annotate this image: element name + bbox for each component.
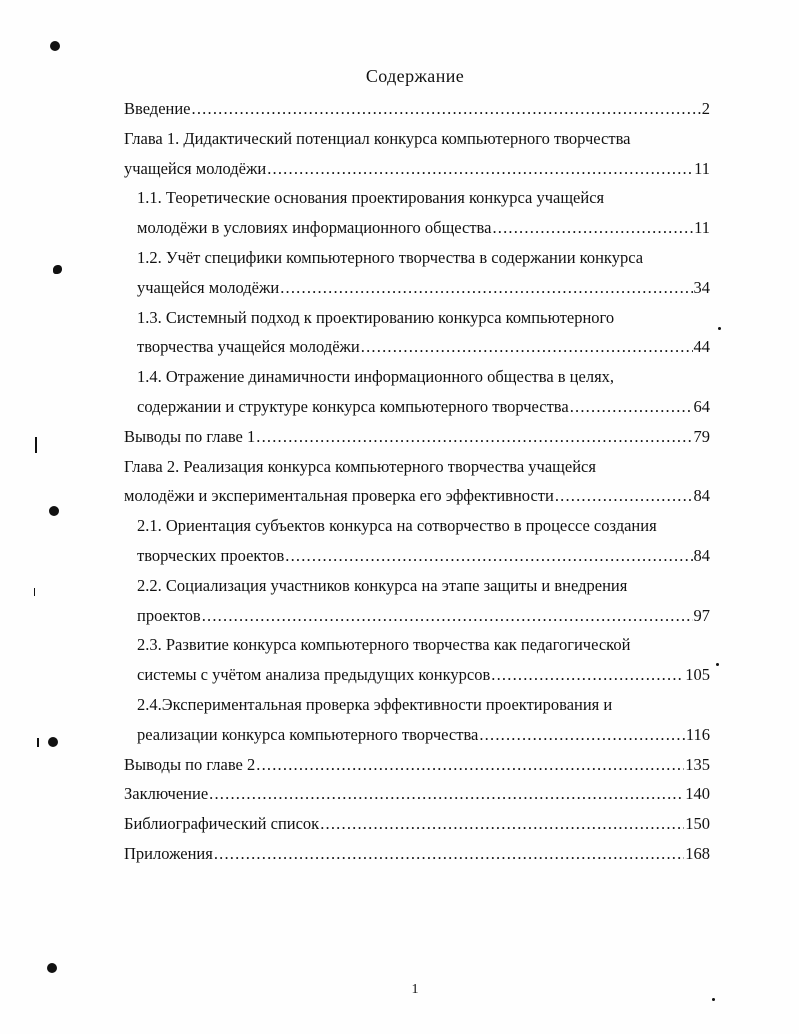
toc-page-number: 44 bbox=[693, 337, 710, 357]
toc-page-number: 116 bbox=[685, 724, 710, 744]
toc-line bbox=[124, 452, 710, 482]
toc-entry-text: 2.1. Ориентация субъектов конкурса на сотворчество в процессе создания bbox=[137, 516, 657, 536]
toc-line bbox=[124, 392, 710, 422]
toc-entry-text: молодёжи в условиях информационного общества bbox=[137, 218, 492, 238]
toc-entry-text: Заключение bbox=[124, 784, 209, 804]
toc-line bbox=[124, 660, 710, 690]
toc-entry-text: творческих проектов bbox=[137, 545, 285, 565]
toc-entry-text: Приложения bbox=[124, 843, 213, 863]
toc-entry-text: молодёжи и экспериментальная проверка его эффективности bbox=[124, 486, 554, 506]
toc-entry-text: содержании и структуре конкурса компьютерного творчества bbox=[137, 396, 569, 416]
toc-line bbox=[124, 94, 710, 124]
toc-entry-text: Выводы по главе 2 bbox=[124, 754, 256, 774]
scan-speck bbox=[716, 663, 719, 666]
toc-line bbox=[124, 303, 710, 333]
toc-line bbox=[124, 183, 710, 213]
toc-entry-text: системы с учётом анализа предыдущих конкурсов bbox=[137, 665, 491, 685]
dot-leader bbox=[361, 332, 693, 362]
scan-speck bbox=[50, 41, 60, 51]
toc-page-number: 11 bbox=[694, 158, 710, 178]
scan-speck bbox=[718, 327, 721, 330]
table-of-contents bbox=[124, 94, 710, 869]
toc-line bbox=[124, 571, 710, 601]
toc-page-number: 84 bbox=[693, 545, 710, 565]
toc-line bbox=[124, 839, 710, 869]
dot-leader bbox=[267, 154, 693, 184]
dot-leader bbox=[256, 750, 684, 780]
dot-leader bbox=[285, 541, 692, 571]
toc-line bbox=[124, 601, 710, 631]
toc-entry-text: проектов bbox=[137, 605, 201, 625]
toc-entry-text: творчества учащейся молодёжи bbox=[137, 337, 360, 357]
toc-line bbox=[124, 541, 710, 571]
dot-leader bbox=[491, 660, 684, 690]
toc-line bbox=[124, 422, 710, 452]
toc-line bbox=[124, 332, 710, 362]
toc-line bbox=[124, 690, 710, 720]
toc-line bbox=[124, 720, 710, 750]
toc-page-number: 79 bbox=[693, 426, 710, 446]
dot-leader bbox=[209, 779, 684, 809]
toc-line bbox=[124, 630, 710, 660]
toc-page-number: 34 bbox=[693, 277, 710, 297]
toc-entry-text: Глава 1. Дидактический потенциал конкурса компьютерного творчества bbox=[124, 128, 631, 148]
toc-entry-text: учащейся молодёжи bbox=[124, 158, 267, 178]
scan-speck bbox=[34, 588, 35, 596]
toc-page-number: 150 bbox=[685, 814, 710, 834]
toc-entry-text: 2.4.Экспериментальная проверка эффективности проектирования и bbox=[137, 694, 613, 714]
toc-line bbox=[124, 481, 710, 511]
page-number: 1 bbox=[411, 982, 419, 997]
toc-entry-text: Библиографический список bbox=[124, 814, 320, 834]
toc-page-number: 140 bbox=[685, 784, 710, 804]
toc-page-number: 11 bbox=[694, 218, 710, 238]
scan-speck bbox=[53, 265, 62, 274]
toc-page-number: 135 bbox=[685, 754, 710, 774]
toc-line bbox=[124, 154, 710, 184]
toc-entry-text: 2.2. Социализация участников конкурса на этапе защиты и внедрения bbox=[137, 575, 628, 595]
dot-leader bbox=[320, 809, 684, 839]
toc-line bbox=[124, 243, 710, 273]
toc-entry-text: 1.4. Отражение динамичности информационного общества в целях, bbox=[137, 367, 615, 387]
dot-leader bbox=[256, 422, 692, 452]
toc-entry-text: 2.3. Развитие конкурса компьютерного творчества как педагогической bbox=[137, 635, 631, 655]
toc-line bbox=[124, 779, 710, 809]
toc-entry-text: Введение bbox=[124, 99, 191, 118]
dot-leader bbox=[479, 720, 685, 750]
toc-page-number: 97 bbox=[693, 605, 710, 625]
scan-speck bbox=[712, 998, 715, 1001]
toc-line bbox=[124, 511, 710, 541]
dot-leader bbox=[570, 392, 693, 422]
toc-page-number: 64 bbox=[693, 396, 710, 416]
dot-leader bbox=[202, 601, 693, 631]
toc-entry-text: Глава 2. Реализация конкурса компьютерного творчества учащейся bbox=[124, 456, 596, 476]
dot-leader bbox=[280, 273, 692, 303]
toc-line bbox=[124, 750, 710, 780]
scan-speck bbox=[47, 963, 57, 973]
dot-leader bbox=[555, 481, 693, 511]
scan-speck bbox=[49, 506, 59, 516]
toc-entry-text: 1.2. Учёт специфики компьютерного творчества в содержании конкурса bbox=[137, 247, 644, 267]
dot-leader bbox=[214, 839, 684, 869]
toc-page-number: 2 bbox=[701, 99, 710, 118]
toc-entry-text: Выводы по главе 1 bbox=[124, 426, 256, 446]
scan-speck bbox=[35, 437, 37, 453]
scan-speck bbox=[37, 738, 39, 747]
toc-entry-text: 1.3. Системный подход к проектированию конкурса компьютерного bbox=[137, 307, 615, 327]
toc-entry-text: учащейся молодёжи bbox=[137, 277, 280, 297]
toc-line bbox=[124, 213, 710, 243]
toc-line bbox=[124, 809, 710, 839]
toc-line bbox=[124, 124, 710, 154]
scan-speck bbox=[48, 737, 58, 747]
toc-page-number: 168 bbox=[685, 843, 710, 863]
toc-line bbox=[124, 362, 710, 392]
toc-entry-text: 1.1. Теоретические основания проектирования конкурса учащейся bbox=[137, 188, 605, 208]
toc-line bbox=[124, 273, 710, 303]
page-title: Содержание bbox=[365, 66, 465, 86]
toc-entry-text: реализации конкурса компьютерного творчества bbox=[137, 724, 479, 744]
dot-leader bbox=[492, 213, 693, 243]
dot-leader bbox=[192, 94, 701, 124]
toc-page-number: 84 bbox=[693, 486, 710, 506]
toc-page-number: 105 bbox=[685, 665, 710, 685]
